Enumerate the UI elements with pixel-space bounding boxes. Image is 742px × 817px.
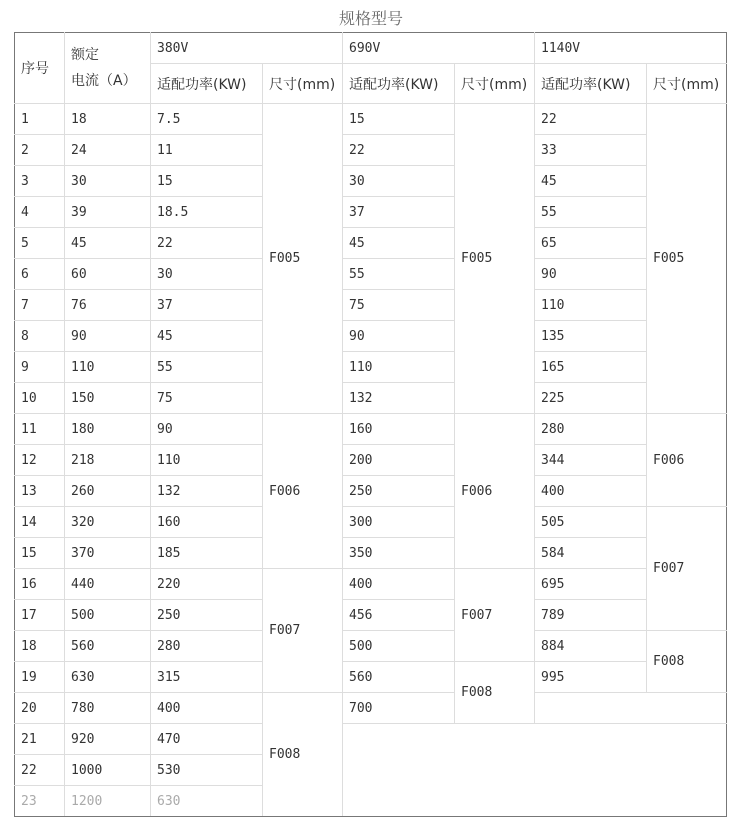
- cell-power-380v: 220: [151, 569, 263, 600]
- cell-current: 630: [65, 662, 151, 693]
- cell-power-1140v: 33: [535, 135, 647, 166]
- cell-seq: 19: [15, 662, 65, 693]
- cell-power-1140v: 110: [535, 290, 647, 321]
- cell-seq: 2: [15, 135, 65, 166]
- table-body: [15, 33, 727, 817]
- cell-power-1140v: 55: [535, 197, 647, 228]
- cell-power-690v: 110: [343, 352, 455, 383]
- table-row: [15, 569, 727, 600]
- cell-size-1140v: F006: [647, 414, 727, 507]
- cell-seq: 9: [15, 352, 65, 383]
- cell-power-380v: 185: [151, 538, 263, 569]
- cell-power-690v: 160: [343, 414, 455, 445]
- cell-power-380v: 160: [151, 507, 263, 538]
- cell-power-690v: 75: [343, 290, 455, 321]
- cell-power-1140v: 65: [535, 228, 647, 259]
- cell-current: 30: [65, 166, 151, 197]
- cell-size-690v: F008: [455, 662, 535, 724]
- cell-size-380v: F008: [263, 693, 343, 817]
- cell-power-380v: 15: [151, 166, 263, 197]
- cell-size-1140v: F007: [647, 507, 727, 631]
- cell-current: 45: [65, 228, 151, 259]
- cell-power-690v: 200: [343, 445, 455, 476]
- cell-seq: 20: [15, 693, 65, 724]
- cell-current: 150: [65, 383, 151, 414]
- cell-power-690v: 55: [343, 259, 455, 290]
- header-1140v-power: 适配功率(KW): [535, 64, 647, 104]
- cell-power-1140v: 45: [535, 166, 647, 197]
- cell-power-690v: 37: [343, 197, 455, 228]
- cell-seq: 1: [15, 104, 65, 135]
- cell-power-1140v: 135: [535, 321, 647, 352]
- cell-power-690v: 300: [343, 507, 455, 538]
- cell-power-1140v: 225: [535, 383, 647, 414]
- cell-current: 1200: [65, 786, 151, 817]
- cell-power-380v: 37: [151, 290, 263, 321]
- header-380v-size: 尺寸(mm): [263, 64, 343, 104]
- cell-power-380v: 22: [151, 228, 263, 259]
- cell-seq: 17: [15, 600, 65, 631]
- cell-current: 76: [65, 290, 151, 321]
- cell-power-380v: 630: [151, 786, 263, 817]
- cell-seq: 22: [15, 755, 65, 786]
- cell-current: 110: [65, 352, 151, 383]
- header-380v-power: 适配功率(KW): [151, 64, 263, 104]
- header-1140v-size: 尺寸(mm): [647, 64, 727, 104]
- cell-power-690v: 500: [343, 631, 455, 662]
- cell-seq: 10: [15, 383, 65, 414]
- table-row: [15, 197, 727, 228]
- cell-current: 180: [65, 414, 151, 445]
- spec-table: [14, 32, 727, 817]
- header-690v-size: 尺寸(mm): [455, 64, 535, 104]
- header-row-voltage: [15, 33, 727, 64]
- cell-current: 260: [65, 476, 151, 507]
- cell-power-1140v: 344: [535, 445, 647, 476]
- cell-seq: 11: [15, 414, 65, 445]
- cell-power-380v: 7.5: [151, 104, 263, 135]
- table-row: [15, 104, 727, 135]
- cell-seq: 4: [15, 197, 65, 228]
- cell-power-380v: 280: [151, 631, 263, 662]
- cell-power-690v: 250: [343, 476, 455, 507]
- cell-power-380v: 470: [151, 724, 263, 755]
- table-caption: 规格型号: [338, 9, 403, 28]
- table-row: [15, 259, 727, 290]
- header-current: [65, 33, 151, 104]
- table-row: [15, 693, 727, 724]
- cell-current: 90: [65, 321, 151, 352]
- table-row: [15, 321, 727, 352]
- cell-current: 920: [65, 724, 151, 755]
- cell-power-1140v: 884: [535, 631, 647, 662]
- cell-seq: 8: [15, 321, 65, 352]
- cell-power-690v: 22: [343, 135, 455, 166]
- cell-seq: 23: [15, 786, 65, 817]
- cell-power-1140v: 280: [535, 414, 647, 445]
- cell-current: 500: [65, 600, 151, 631]
- cell-power-380v: 30: [151, 259, 263, 290]
- cell-power-690v: 350: [343, 538, 455, 569]
- cell-power-380v: 45: [151, 321, 263, 352]
- cell-power-690v: 456: [343, 600, 455, 631]
- cell-current: 780: [65, 693, 151, 724]
- cell-power-380v: 315: [151, 662, 263, 693]
- cell-seq: 7: [15, 290, 65, 321]
- empty-cell: [535, 693, 727, 724]
- cell-power-380v: 250: [151, 600, 263, 631]
- cell-current: 39: [65, 197, 151, 228]
- cell-seq: 12: [15, 445, 65, 476]
- cell-power-690v: 15: [343, 104, 455, 135]
- table-row: [15, 445, 727, 476]
- cell-seq: 5: [15, 228, 65, 259]
- cell-seq: 14: [15, 507, 65, 538]
- table-row: [15, 507, 727, 538]
- table-row: [15, 290, 727, 321]
- cell-seq: 21: [15, 724, 65, 755]
- cell-power-380v: 530: [151, 755, 263, 786]
- cell-power-690v: 90: [343, 321, 455, 352]
- cell-current: 370: [65, 538, 151, 569]
- header-690v: 690V: [343, 33, 535, 64]
- cell-power-380v: 400: [151, 693, 263, 724]
- header-690v-power: 适配功率(KW): [343, 64, 455, 104]
- cell-seq: 16: [15, 569, 65, 600]
- cell-current: 24: [65, 135, 151, 166]
- cell-power-1140v: 165: [535, 352, 647, 383]
- cell-seq: 3: [15, 166, 65, 197]
- header-380v: 380V: [151, 33, 343, 64]
- cell-size-1140v: F008: [647, 631, 727, 693]
- table-row: [15, 662, 727, 693]
- cell-current: 440: [65, 569, 151, 600]
- cell-size-690v: F007: [455, 569, 535, 662]
- cell-power-380v: 90: [151, 414, 263, 445]
- header-seq: 序号: [15, 33, 65, 104]
- table-row: [15, 476, 727, 507]
- cell-seq: 15: [15, 538, 65, 569]
- cell-size-380v: F005: [263, 104, 343, 414]
- table-row: [15, 135, 727, 166]
- cell-current: 18: [65, 104, 151, 135]
- cell-current: 560: [65, 631, 151, 662]
- cell-current: 1000: [65, 755, 151, 786]
- empty-region: [343, 724, 727, 817]
- cell-size-690v: F006: [455, 414, 535, 569]
- cell-power-380v: 18.5: [151, 197, 263, 228]
- cell-power-690v: 700: [343, 693, 455, 724]
- cell-power-690v: 30: [343, 166, 455, 197]
- cell-power-380v: 55: [151, 352, 263, 383]
- table-row: [15, 600, 727, 631]
- table-row: [15, 631, 727, 662]
- cell-power-1140v: 22: [535, 104, 647, 135]
- table-row: [15, 383, 727, 414]
- cell-current: 218: [65, 445, 151, 476]
- header-current-line2: 电流（A）: [71, 73, 137, 89]
- table-row: [15, 166, 727, 197]
- cell-power-690v: 45: [343, 228, 455, 259]
- header-current-line1: 额定: [71, 47, 99, 63]
- cell-seq: 13: [15, 476, 65, 507]
- cell-power-690v: 400: [343, 569, 455, 600]
- cell-power-1140v: 995: [535, 662, 647, 693]
- cell-power-1140v: 90: [535, 259, 647, 290]
- cell-size-1140v: F005: [647, 104, 727, 414]
- cell-power-380v: 110: [151, 445, 263, 476]
- cell-power-380v: 132: [151, 476, 263, 507]
- table-row: [15, 228, 727, 259]
- cell-power-380v: 11: [151, 135, 263, 166]
- cell-size-380v: F007: [263, 569, 343, 693]
- cell-current: 320: [65, 507, 151, 538]
- cell-size-690v: F005: [455, 104, 535, 414]
- table-row: [15, 352, 727, 383]
- cell-power-1140v: 789: [535, 600, 647, 631]
- cell-power-380v: 75: [151, 383, 263, 414]
- cell-size-380v: F006: [263, 414, 343, 569]
- cell-power-690v: 132: [343, 383, 455, 414]
- cell-power-1140v: 695: [535, 569, 647, 600]
- cell-seq: 6: [15, 259, 65, 290]
- cell-power-1140v: 584: [535, 538, 647, 569]
- header-1140v: 1140V: [535, 33, 727, 64]
- cell-power-1140v: 505: [535, 507, 647, 538]
- table-row: [15, 414, 727, 445]
- table-row: [15, 538, 727, 569]
- cell-seq: 18: [15, 631, 65, 662]
- cell-power-1140v: 400: [535, 476, 647, 507]
- cell-current: 60: [65, 259, 151, 290]
- table-row: [15, 724, 727, 755]
- cell-power-690v: 560: [343, 662, 455, 693]
